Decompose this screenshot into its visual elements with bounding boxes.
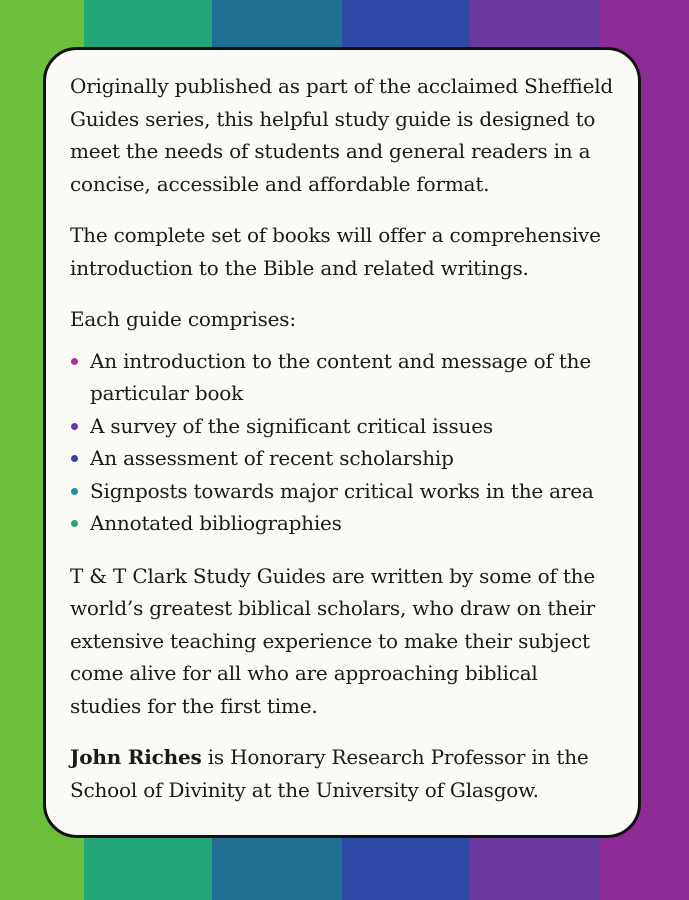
list-item (70, 507, 614, 540)
description-paragraph: Originally published as part of the acclaimed Sheffield Guides series, this helpful study guide is designed to meet the needs of students and general readers in a concise, accessible and affordable format. (70, 74, 614, 196)
list-item (70, 410, 614, 443)
list-item-text: Signposts towards major critical works in the area (90, 478, 594, 503)
list-item-text: A survey of the significant critical issues (90, 413, 493, 438)
bullet-dot-icon (71, 455, 78, 462)
author-paragraph (70, 741, 614, 806)
features-list (70, 345, 614, 540)
author-bio: is Honorary Research Professor in the School of Divinity at the University of Glasgow. (70, 745, 589, 802)
series-paragraph: The complete set of books will offer a comprehensive introduction to the Bible and related writings. (70, 223, 601, 280)
text-panel (43, 47, 641, 838)
list-item (70, 475, 614, 508)
list-item (70, 442, 614, 475)
list-item-text: An introduction to the content and message of the particular book (90, 348, 591, 405)
bullet-dot-icon (71, 423, 78, 430)
list-item (70, 345, 614, 410)
scholars-paragraph: T & T Clark Study Guides are written by some of the world’s greatest biblical scholars, who draw on their extensive teaching experience to make their subject come alive for all who are approaching biblical studies for the first time. (70, 563, 596, 718)
bullet-dot-icon (71, 520, 78, 527)
bullet-dot-icon (71, 488, 78, 495)
list-item-text: An assessment of recent scholarship (90, 446, 454, 470)
author-name: John Riches (70, 745, 202, 769)
list-intro: Each guide comprises: (70, 307, 296, 331)
bullet-dot-icon (71, 358, 78, 365)
list-item-text: Annotated bibliographies (90, 511, 342, 535)
